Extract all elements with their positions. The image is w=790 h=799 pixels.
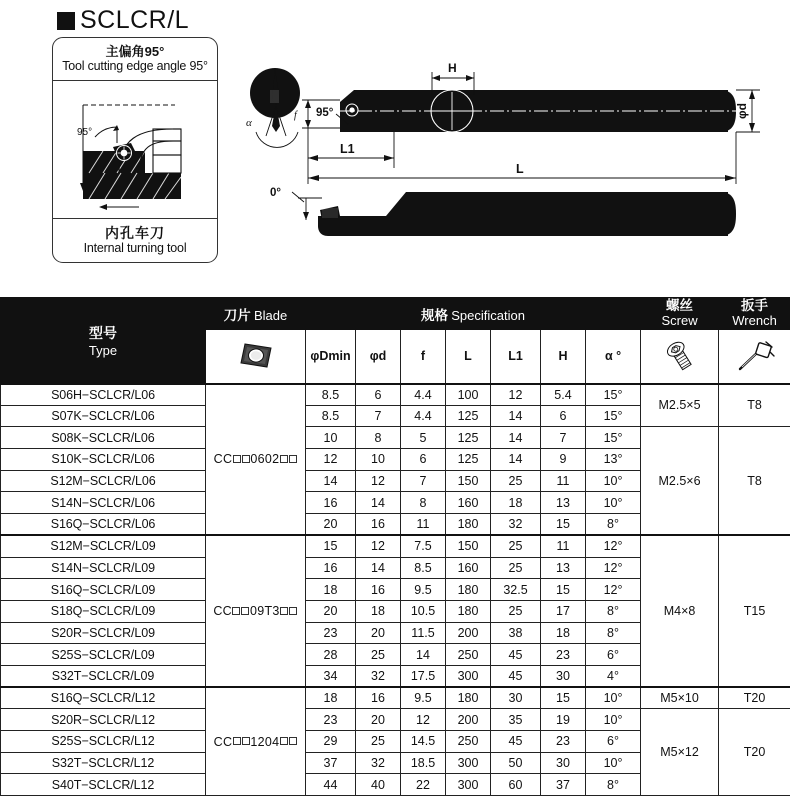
cell-screw: M2.5×5 <box>641 384 719 427</box>
cell-f: 6 <box>401 449 446 471</box>
header-spec-cn: 规格 <box>421 307 449 323</box>
cell-alpha: 15° <box>586 384 641 406</box>
cell-dmin: 12 <box>306 449 356 471</box>
cell-model: S25S−SCLCR/L12 <box>1 731 206 753</box>
cell-dmin: 16 <box>306 557 356 579</box>
cell-f: 4.4 <box>401 384 446 406</box>
cell-d: 32 <box>356 752 401 774</box>
cell-model: S20R−SCLCR/L12 <box>1 709 206 731</box>
cell-alpha: 10° <box>586 492 641 514</box>
table-row <box>1 427 790 449</box>
blade-size-code: 1204 <box>250 734 280 749</box>
cell-l: 300 <box>446 665 491 687</box>
cell-l1: 45 <box>491 665 541 687</box>
title-square-bullet <box>57 12 75 30</box>
cell-l1: 18 <box>491 492 541 514</box>
cell-model: S06H−SCLCR/L06 <box>1 384 206 406</box>
cell-model: S08K−SCLCR/L06 <box>1 427 206 449</box>
cell-l: 150 <box>446 470 491 492</box>
header-screw-cn: 螺丝 <box>666 298 694 314</box>
cell-l1: 45 <box>491 644 541 666</box>
blade-placeholder-box <box>241 607 249 615</box>
cell-h: 18 <box>541 622 586 644</box>
cell-model: S12M−SCLCR/L06 <box>1 470 206 492</box>
cell-dmin: 18 <box>306 579 356 601</box>
dimension-phi-d <box>735 90 760 132</box>
cell-screw: M4×8 <box>641 535 719 687</box>
header-col-dmin: φDmin <box>306 330 356 384</box>
cell-wrench: T15 <box>719 535 790 687</box>
wrench-icon <box>732 336 778 376</box>
cell-alpha: 8° <box>586 600 641 622</box>
cell-dmin: 29 <box>306 731 356 753</box>
cell-f: 17.5 <box>401 665 446 687</box>
cell-h: 6 <box>541 405 586 427</box>
header-col-f: f <box>401 330 446 384</box>
blade-placeholder-box <box>233 455 241 463</box>
cell-screw: M2.5×6 <box>641 427 719 535</box>
label-f: f <box>294 110 297 121</box>
cell-l: 180 <box>446 579 491 601</box>
label-phi-d: φd <box>735 103 749 119</box>
cell-l: 125 <box>446 405 491 427</box>
cutting-angle-label-cn: 主偏角95° <box>105 43 165 59</box>
cell-h: 13 <box>541 492 586 514</box>
cell-alpha: 12° <box>586 579 641 601</box>
cell-h: 37 <box>541 774 586 796</box>
blade-size-code: 09T3 <box>249 604 280 619</box>
boring-bar-side-view <box>336 90 742 132</box>
header-wrench-en: Wrench <box>732 312 777 328</box>
cell-dmin: 37 <box>306 752 356 774</box>
table-head <box>1 298 790 384</box>
label-0-degree: 0° <box>270 187 281 199</box>
cell-dmin: 28 <box>306 644 356 666</box>
cell-h: 23 <box>541 644 586 666</box>
cell-alpha: 10° <box>586 752 641 774</box>
blade-placeholder-box <box>280 607 288 615</box>
label-95-degree: 95° <box>316 107 334 119</box>
cell-l1: 32 <box>491 514 541 536</box>
cell-f: 22 <box>401 774 446 796</box>
cell-model: S07K−SCLCR/L06 <box>1 405 206 427</box>
table-row <box>1 687 790 709</box>
cell-h: 15 <box>541 687 586 709</box>
cell-d: 6 <box>356 384 401 406</box>
header-wrench <box>719 298 790 330</box>
cell-screw: M5×12 <box>641 709 719 796</box>
cell-h: 15 <box>541 514 586 536</box>
cutting-angle-label-en: Tool cutting edge angle 95° <box>62 59 208 74</box>
cell-h: 11 <box>541 535 586 557</box>
blade-size-code: 0602 <box>250 452 280 467</box>
cell-wrench: T20 <box>719 687 790 709</box>
cell-d: 12 <box>356 535 401 557</box>
boring-bar-top-view <box>270 187 736 236</box>
cell-l: 100 <box>446 384 491 406</box>
cell-l1: 25 <box>491 470 541 492</box>
cell-l: 125 <box>446 427 491 449</box>
cell-l: 250 <box>446 644 491 666</box>
cell-h: 7 <box>541 427 586 449</box>
cell-l1: 14 <box>491 427 541 449</box>
illustration-diagram <box>53 81 217 218</box>
blade-placeholder-box <box>233 737 241 745</box>
cell-l1: 38 <box>491 622 541 644</box>
cell-dmin: 18 <box>306 687 356 709</box>
cell-h: 17 <box>541 600 586 622</box>
header-col-h: H <box>541 330 586 384</box>
cell-alpha: 15° <box>586 405 641 427</box>
blade-placeholder-box <box>289 737 297 745</box>
cell-alpha: 6° <box>586 731 641 753</box>
cell-f: 8 <box>401 492 446 514</box>
cell-model: S12M−SCLCR/L09 <box>1 535 206 557</box>
tool-illustration-card <box>52 37 218 263</box>
cell-l: 200 <box>446 709 491 731</box>
alpha-label: α <box>246 117 252 129</box>
cell-alpha: 4° <box>586 665 641 687</box>
internal-turning-diagram-svg <box>53 81 218 220</box>
cell-dmin: 23 <box>306 622 356 644</box>
cell-dmin: 8.5 <box>306 405 356 427</box>
blade-placeholder-box <box>232 607 240 615</box>
cell-f: 9.5 <box>401 687 446 709</box>
cell-l1: 50 <box>491 752 541 774</box>
cell-h: 9 <box>541 449 586 471</box>
header-col-d: φd <box>356 330 401 384</box>
cell-f: 14.5 <box>401 731 446 753</box>
cell-alpha: 10° <box>586 687 641 709</box>
cell-h: 13 <box>541 557 586 579</box>
cell-l1: 60 <box>491 774 541 796</box>
page-title-text: SCLCR/L <box>80 6 190 34</box>
cell-model: S40T−SCLCR/L12 <box>1 774 206 796</box>
blade-placeholder-box <box>242 737 250 745</box>
cell-l: 250 <box>446 731 491 753</box>
header-blade-insert-icon-cell <box>206 330 306 384</box>
cell-alpha: 8° <box>586 774 641 796</box>
header-blade-en: Blade <box>253 307 288 323</box>
cell-wrench: T8 <box>719 384 790 427</box>
label-L1: L1 <box>340 142 355 156</box>
cell-alpha: 12° <box>586 535 641 557</box>
cell-alpha: 8° <box>586 514 641 536</box>
cell-d: 14 <box>356 557 401 579</box>
cell-h: 23 <box>541 731 586 753</box>
cell-model: S20R−SCLCR/L09 <box>1 622 206 644</box>
cell-l1: 30 <box>491 687 541 709</box>
cell-d: 25 <box>356 731 401 753</box>
cell-l: 180 <box>446 600 491 622</box>
header-col-l1: L1 <box>491 330 541 384</box>
cell-dmin: 44 <box>306 774 356 796</box>
cell-model: S25S−SCLCR/L09 <box>1 644 206 666</box>
cell-dmin: 20 <box>306 514 356 536</box>
cell-l: 180 <box>446 687 491 709</box>
cell-d: 20 <box>356 709 401 731</box>
cell-model: S16Q−SCLCR/L09 <box>1 579 206 601</box>
cell-l1: 25 <box>491 535 541 557</box>
cell-l1: 35 <box>491 709 541 731</box>
cell-alpha: 10° <box>586 470 641 492</box>
cell-alpha: 10° <box>586 709 641 731</box>
insert-icon <box>232 339 280 373</box>
cell-dmin: 23 <box>306 709 356 731</box>
boring-bar-drawing-svg <box>236 40 790 265</box>
cell-blade-code <box>206 384 306 536</box>
page-title <box>57 6 189 35</box>
cell-h: 19 <box>541 709 586 731</box>
cell-l1: 14 <box>491 449 541 471</box>
cell-blade-code <box>206 687 306 795</box>
cell-f: 4.4 <box>401 405 446 427</box>
header-col-alpha: α ° <box>586 330 641 384</box>
cell-l1: 14 <box>491 405 541 427</box>
cell-d: 16 <box>356 687 401 709</box>
cell-model: S14N−SCLCR/L06 <box>1 492 206 514</box>
cell-d: 7 <box>356 405 401 427</box>
blade-prefix: CC <box>213 604 232 619</box>
header-col-l: L <box>446 330 491 384</box>
cell-l1: 32.5 <box>491 579 541 601</box>
cell-wrench: T20 <box>719 709 790 796</box>
cell-h: 5.4 <box>541 384 586 406</box>
cell-l: 150 <box>446 535 491 557</box>
cell-blade-code <box>206 535 306 687</box>
cell-alpha: 15° <box>586 427 641 449</box>
cell-d: 16 <box>356 514 401 536</box>
cell-f: 5 <box>401 427 446 449</box>
alpha-degree-symbol: ° <box>264 111 268 120</box>
cell-l: 180 <box>446 514 491 536</box>
header-screw <box>641 298 719 330</box>
angle-95-detail <box>294 100 348 128</box>
illustration-header <box>53 38 217 81</box>
screw-icon <box>660 336 700 376</box>
cell-dmin: 14 <box>306 470 356 492</box>
specification-table <box>0 297 790 796</box>
cell-f: 11 <box>401 514 446 536</box>
cell-d: 8 <box>356 427 401 449</box>
cell-h: 15 <box>541 579 586 601</box>
cell-alpha: 6° <box>586 644 641 666</box>
cell-l: 125 <box>446 449 491 471</box>
cell-wrench: T8 <box>719 427 790 535</box>
blade-prefix: CC <box>213 452 233 467</box>
header-blade <box>206 298 306 330</box>
illustration-footer <box>53 218 217 262</box>
label-L: L <box>516 162 524 176</box>
tool-name-en: Internal turning tool <box>83 241 187 256</box>
technical-drawing <box>236 40 790 265</box>
dimension-L1 <box>308 128 394 168</box>
header-screw-en: Screw <box>661 312 698 328</box>
cell-d: 14 <box>356 492 401 514</box>
blade-placeholder-box <box>280 737 288 745</box>
cell-f: 9.5 <box>401 579 446 601</box>
cell-dmin: 16 <box>306 492 356 514</box>
cell-model: S14N−SCLCR/L09 <box>1 557 206 579</box>
header-spec-en: Specification <box>451 307 525 323</box>
cell-d: 20 <box>356 622 401 644</box>
cell-model: S16Q−SCLCR/L12 <box>1 687 206 709</box>
cell-model: S10K−SCLCR/L06 <box>1 449 206 471</box>
cell-f: 14 <box>401 644 446 666</box>
cell-f: 18.5 <box>401 752 446 774</box>
header-screw-icon-cell <box>641 330 719 384</box>
cell-l: 160 <box>446 557 491 579</box>
cell-alpha: 13° <box>586 449 641 471</box>
illustration-angle-text: 95° <box>77 127 93 138</box>
cell-dmin: 34 <box>306 665 356 687</box>
header-specification <box>306 298 641 330</box>
cell-model: S32T−SCLCR/L12 <box>1 752 206 774</box>
label-H: H <box>448 61 457 75</box>
cell-f: 10.5 <box>401 600 446 622</box>
header-type <box>1 298 206 384</box>
cell-dmin: 20 <box>306 600 356 622</box>
cell-l: 300 <box>446 752 491 774</box>
cell-f: 7.5 <box>401 535 446 557</box>
blade-placeholder-box <box>242 455 250 463</box>
blade-placeholder-box <box>280 455 288 463</box>
cell-dmin: 8.5 <box>306 384 356 406</box>
cell-l1: 25 <box>491 600 541 622</box>
cell-dmin: 15 <box>306 535 356 557</box>
cell-l: 300 <box>446 774 491 796</box>
cell-alpha: 12° <box>586 557 641 579</box>
header-blade-cn: 刀片 <box>223 307 251 323</box>
cell-l1: 25 <box>491 557 541 579</box>
blade-placeholder-box <box>289 455 297 463</box>
cell-f: 7 <box>401 470 446 492</box>
cell-model: S16Q−SCLCR/L06 <box>1 514 206 536</box>
blade-placeholder-box <box>289 607 297 615</box>
header-type-en: Type <box>88 342 118 358</box>
table-row <box>1 709 790 731</box>
cell-h: 30 <box>541 752 586 774</box>
cell-h: 11 <box>541 470 586 492</box>
header-wrench-cn: 扳手 <box>741 298 769 314</box>
tool-name-cn: 内孔车刀 <box>105 225 165 242</box>
cell-f: 12 <box>401 709 446 731</box>
table-row <box>1 535 790 557</box>
table-body <box>1 384 790 796</box>
cell-alpha: 8° <box>586 622 641 644</box>
header-wrench-icon-cell <box>719 330 790 384</box>
cell-l1: 45 <box>491 731 541 753</box>
header-type-cn: 型号 <box>89 324 117 341</box>
cell-l: 160 <box>446 492 491 514</box>
cell-l1: 12 <box>491 384 541 406</box>
cell-f: 11.5 <box>401 622 446 644</box>
table-row <box>1 384 790 406</box>
blade-prefix: CC <box>213 734 233 749</box>
cell-d: 12 <box>356 470 401 492</box>
cell-d: 16 <box>356 579 401 601</box>
cell-l: 200 <box>446 622 491 644</box>
alpha-detail-view <box>246 68 300 147</box>
cell-dmin: 10 <box>306 427 356 449</box>
cell-screw: M5×10 <box>641 687 719 709</box>
cell-d: 25 <box>356 644 401 666</box>
cell-d: 40 <box>356 774 401 796</box>
cell-d: 10 <box>356 449 401 471</box>
cell-h: 30 <box>541 665 586 687</box>
cell-model: S18Q−SCLCR/L09 <box>1 600 206 622</box>
cell-d: 32 <box>356 665 401 687</box>
cell-d: 18 <box>356 600 401 622</box>
cell-model: S32T−SCLCR/L09 <box>1 665 206 687</box>
cell-f: 8.5 <box>401 557 446 579</box>
